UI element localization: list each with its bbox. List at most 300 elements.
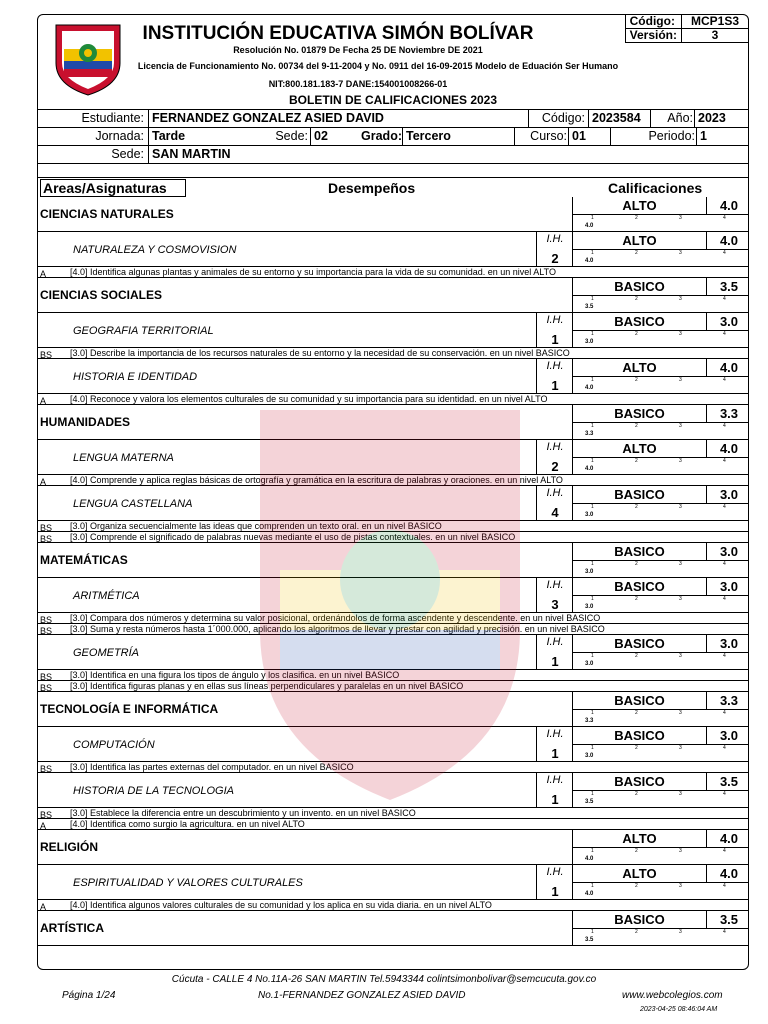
site-value: 02 xyxy=(310,128,354,145)
period-label: Periodo: xyxy=(610,128,695,145)
subject-row xyxy=(38,232,748,267)
period-scores xyxy=(573,422,749,437)
ih-label: I.H. xyxy=(546,774,564,786)
level-code: A xyxy=(40,477,47,487)
footer-page: Página 1/24 xyxy=(62,990,116,1001)
ih-value: 1 xyxy=(551,792,559,807)
period-tick: 2 xyxy=(635,423,638,429)
period-scores xyxy=(573,249,749,264)
period-tick: 2 xyxy=(635,561,638,567)
report-header xyxy=(38,15,748,107)
grade-cell xyxy=(572,232,749,266)
period-scores xyxy=(573,790,749,805)
performance-descriptor xyxy=(38,670,748,681)
performance-descriptor xyxy=(38,267,748,278)
subject-name: COMPUTACIÓN xyxy=(73,739,155,751)
period-tick: 3 xyxy=(679,745,682,751)
grade-cell xyxy=(572,578,749,612)
period-tick: 4 xyxy=(723,331,726,337)
ih-value: 4 xyxy=(551,505,559,520)
area-row xyxy=(38,197,748,232)
area-name: HUMANIDADES xyxy=(40,415,130,429)
performance-level: BASICO xyxy=(573,773,707,790)
campus-label: Sede: xyxy=(111,147,144,161)
period-tick: 4 xyxy=(723,791,726,797)
intensity-cell xyxy=(536,865,573,899)
student-code: 2023584 xyxy=(588,110,652,127)
descriptor-text: [3.0] Identifica en una figura los tipos de ángulo y los clasifica. en un nivel BASICO xyxy=(70,670,400,680)
performance-header: Desempeños xyxy=(328,180,416,196)
period-tick: 2 xyxy=(635,215,638,221)
period-tick: 4 xyxy=(723,250,726,256)
descriptor-text: [3.0] Identifica las partes externas del computador. en un nivel BASICO xyxy=(70,762,354,772)
subject-name: GEOMETRÍA xyxy=(73,647,140,659)
subject-name: GEOGRAFIA TERRITORIAL xyxy=(73,325,214,337)
grades-table xyxy=(38,179,748,946)
period-tick: 1 xyxy=(591,653,594,659)
descriptor-text: [3.0] Organiza secuencialmente las ideas que comprenden un texto oral. en un nivel BASICO xyxy=(70,521,442,531)
institution-name: INSTITUCIÓN EDUCATIVA SIMÓN BOLÍVAR xyxy=(142,23,534,44)
final-score: 3.0 xyxy=(719,314,739,329)
area-row xyxy=(38,543,748,578)
level-code: BS xyxy=(40,810,53,820)
period-tick: 4 xyxy=(723,215,726,221)
subject-name: LENGUA CASTELLANA xyxy=(73,498,193,510)
ih-value: 3 xyxy=(551,597,559,612)
period-tick: 3 xyxy=(679,883,682,889)
performance-descriptor xyxy=(38,394,748,405)
grade-cell xyxy=(572,911,749,945)
ih-label: I.H. xyxy=(546,360,564,372)
intensity-cell xyxy=(536,635,573,669)
period-1-score: 3.3 xyxy=(585,431,594,437)
period-1-score: 4.0 xyxy=(585,223,594,229)
report-card xyxy=(37,14,749,970)
code-value: MCP1S3 xyxy=(682,15,749,29)
area-row xyxy=(38,830,748,865)
period-1-score: 3.5 xyxy=(585,799,594,805)
period-value: 1 xyxy=(696,128,748,145)
period-tick: 3 xyxy=(679,561,682,567)
final-score: 3.0 xyxy=(719,487,739,502)
period-tick: 1 xyxy=(591,250,594,256)
ih-label: I.H. xyxy=(546,728,564,740)
performance-descriptor xyxy=(38,762,748,773)
performance-level: ALTO xyxy=(573,440,707,457)
period-tick: 2 xyxy=(635,250,638,256)
period-tick: 4 xyxy=(723,377,726,383)
period-tick: 1 xyxy=(591,929,594,935)
period-scores xyxy=(573,928,749,943)
period-scores xyxy=(573,214,749,229)
performance-descriptor xyxy=(38,681,748,692)
descriptor-text: [4.0] Comprende y aplica reglas básicas de ortografía y gramática en la escritura de palabras y oraciones. en un nivel ALTO xyxy=(70,475,563,485)
period-tick: 4 xyxy=(723,710,726,716)
intensity-cell xyxy=(536,313,573,347)
final-score: 3.0 xyxy=(719,579,739,594)
period-tick: 2 xyxy=(635,745,638,751)
intensity-cell xyxy=(536,232,573,266)
period-1-score: 4.0 xyxy=(585,856,594,862)
course-label: Curso: xyxy=(514,128,567,145)
final-score: 4.0 xyxy=(719,441,739,456)
period-tick: 1 xyxy=(591,745,594,751)
grade-cell xyxy=(572,727,749,761)
subject-name: ARITMÉTICA xyxy=(73,590,140,602)
grade-cell xyxy=(572,359,749,393)
course-value: 01 xyxy=(568,128,612,145)
year-label: Año: xyxy=(650,110,693,127)
site-label: Sede: xyxy=(275,129,308,143)
period-tick: 3 xyxy=(679,215,682,221)
level-code: BS xyxy=(40,672,53,682)
period-tick: 1 xyxy=(591,710,594,716)
area-name: CIENCIAS NATURALES xyxy=(40,207,174,221)
period-tick: 4 xyxy=(723,848,726,854)
period-scores xyxy=(573,709,749,724)
performance-level: BASICO xyxy=(573,911,707,928)
ih-label: I.H. xyxy=(546,314,564,326)
period-tick: 3 xyxy=(679,848,682,854)
descriptor-text: [4.0] Reconoce y valora los elementos culturales de su comunidad y su importancia para su identidad. en un nivel ALTO xyxy=(70,394,548,404)
final-score: 4.0 xyxy=(719,198,739,213)
subject-row xyxy=(38,865,748,900)
period-tick: 4 xyxy=(723,883,726,889)
period-1-score: 4.0 xyxy=(585,891,594,897)
period-scores xyxy=(573,503,749,518)
period-tick: 4 xyxy=(723,596,726,602)
intensity-cell xyxy=(536,727,573,761)
period-tick: 4 xyxy=(723,504,726,510)
subject-name: ESPIRITUALIDAD Y VALORES CULTURALES xyxy=(73,877,303,889)
final-score: 3.0 xyxy=(719,636,739,651)
area-name: MATEMÁTICAS xyxy=(40,553,128,567)
subject-name: HISTORIA E IDENTIDAD xyxy=(73,371,198,383)
grade-cell xyxy=(572,405,749,439)
table-header xyxy=(38,179,748,197)
period-scores xyxy=(573,457,749,472)
final-score: 4.0 xyxy=(719,831,739,846)
final-score: 3.3 xyxy=(719,406,739,421)
ih-value: 1 xyxy=(551,884,559,899)
period-tick: 4 xyxy=(723,423,726,429)
final-score: 3.0 xyxy=(719,728,739,743)
level-code: A xyxy=(40,821,47,831)
performance-level: ALTO xyxy=(573,359,707,376)
ih-label: I.H. xyxy=(546,233,564,245)
period-tick: 3 xyxy=(679,458,682,464)
period-1-score: 3.5 xyxy=(585,304,594,310)
grade-cell xyxy=(572,692,749,726)
period-1-score: 3.0 xyxy=(585,339,594,345)
period-tick: 3 xyxy=(679,423,682,429)
year-value: 2023 xyxy=(694,110,748,127)
subject-row xyxy=(38,635,748,670)
period-tick: 3 xyxy=(679,377,682,383)
period-tick: 2 xyxy=(635,504,638,510)
campus-value: SAN MARTIN xyxy=(148,146,352,163)
footer-website[interactable]: www.webcolegios.com xyxy=(622,990,723,1001)
shift-label: Jornada: xyxy=(95,129,144,143)
period-1-score: 3.5 xyxy=(585,937,594,943)
ih-value: 1 xyxy=(551,378,559,393)
level-code: BS xyxy=(40,523,53,533)
ih-label: I.H. xyxy=(546,636,564,648)
period-scores xyxy=(573,744,749,759)
subject-row xyxy=(38,578,748,613)
period-tick: 3 xyxy=(679,929,682,935)
final-score: 4.0 xyxy=(719,360,739,375)
ih-label: I.H. xyxy=(546,579,564,591)
grade-cell xyxy=(572,440,749,474)
period-tick: 3 xyxy=(679,331,682,337)
level-code: A xyxy=(40,269,47,279)
version-label: Versión: xyxy=(625,29,681,43)
period-tick: 3 xyxy=(679,653,682,659)
subject-name: HISTORIA DE LA TECNOLOGIA xyxy=(73,785,234,797)
student-name: FERNANDEZ GONZALEZ ASIED DAVID xyxy=(148,110,542,127)
intensity-cell xyxy=(536,359,573,393)
performance-level: ALTO xyxy=(573,830,707,847)
final-score: 3.5 xyxy=(719,279,739,294)
period-tick: 4 xyxy=(723,929,726,935)
level-code: A xyxy=(40,396,47,406)
ih-value: 2 xyxy=(551,459,559,474)
period-tick: 2 xyxy=(635,331,638,337)
period-tick: 4 xyxy=(723,561,726,567)
period-tick: 1 xyxy=(591,377,594,383)
period-1-score: 3.0 xyxy=(585,661,594,667)
period-tick: 3 xyxy=(679,710,682,716)
period-tick: 2 xyxy=(635,596,638,602)
grade-cell xyxy=(572,830,749,864)
period-tick: 3 xyxy=(679,791,682,797)
performance-level: BASICO xyxy=(573,692,707,709)
ih-value: 1 xyxy=(551,654,559,669)
ih-value: 1 xyxy=(551,332,559,347)
final-score: 3.0 xyxy=(719,544,739,559)
footer-timestamp: 2023-04-25 08:46:04 AM xyxy=(640,1006,718,1013)
subject-row xyxy=(38,359,748,394)
area-row xyxy=(38,911,748,946)
final-score: 4.0 xyxy=(719,866,739,881)
ih-label: I.H. xyxy=(546,487,564,499)
area-name: ARTÍSTICA xyxy=(40,921,104,935)
nit-text: NIT:800.181.183-7 DANE:154001008266-01 xyxy=(268,79,448,89)
period-tick: 2 xyxy=(635,458,638,464)
descriptor-text: [3.0] Compara dos números y determina su valor posicional, ordenándolos de forma ascendente y descendente. en un nivel BASICO xyxy=(70,613,601,623)
shift-value: Tarde xyxy=(148,128,257,145)
intensity-cell xyxy=(536,578,573,612)
period-tick: 2 xyxy=(635,883,638,889)
intensity-cell xyxy=(536,440,573,474)
period-scores xyxy=(573,376,749,391)
footer-student: No.1-FERNANDEZ GONZALEZ ASIED DAVID xyxy=(258,990,466,1001)
period-tick: 2 xyxy=(635,710,638,716)
period-tick: 2 xyxy=(635,848,638,854)
performance-level: BASICO xyxy=(573,727,707,744)
performance-descriptor xyxy=(38,613,748,624)
period-scores xyxy=(573,882,749,897)
footer-address: Cúcuta - CALLE 4 No.11A-26 SAN MARTIN Tel.5943344 colintsimonbolivar@semcucuta.gov.co xyxy=(171,974,597,985)
period-tick: 3 xyxy=(679,296,682,302)
final-score: 4.0 xyxy=(719,233,739,248)
performance-level: BASICO xyxy=(573,578,707,595)
performance-descriptor xyxy=(38,532,748,543)
period-scores xyxy=(573,847,749,862)
grade-cell xyxy=(572,773,749,807)
period-tick: 1 xyxy=(591,458,594,464)
performance-level: BASICO xyxy=(573,486,707,503)
final-score: 3.3 xyxy=(719,693,739,708)
grade-cell xyxy=(572,278,749,312)
performance-descriptor xyxy=(38,900,748,911)
performance-descriptor xyxy=(38,348,748,359)
version-value: 3 xyxy=(682,29,749,43)
area-row xyxy=(38,405,748,440)
code-label: Código: xyxy=(528,110,585,127)
area-name: RELIGIÓN xyxy=(40,840,99,854)
grade-cell xyxy=(572,543,749,577)
subject-row xyxy=(38,486,748,521)
grade-cell xyxy=(572,865,749,899)
code-label: Código: xyxy=(625,15,681,29)
student-label: Estudiante: xyxy=(81,111,144,125)
period-tick: 4 xyxy=(723,653,726,659)
period-tick: 2 xyxy=(635,653,638,659)
performance-level: BASICO xyxy=(573,278,707,295)
level-code: BS xyxy=(40,534,53,544)
performance-descriptor xyxy=(38,475,748,486)
performance-descriptor xyxy=(38,819,748,830)
period-tick: 2 xyxy=(635,296,638,302)
period-tick: 1 xyxy=(591,423,594,429)
subject-name: LENGUA MATERNA xyxy=(73,452,174,464)
grade-label: Grado: xyxy=(361,129,402,143)
period-1-score: 3.3 xyxy=(585,718,594,724)
grade-cell xyxy=(572,197,749,231)
performance-descriptor xyxy=(38,808,748,819)
performance-level: ALTO xyxy=(573,197,707,214)
performance-level: BASICO xyxy=(573,313,707,330)
resolution-text: Resolución No. 01879 De Fecha 25 DE Noviembre DE 2021 xyxy=(233,45,483,55)
descriptor-text: [4.0] Identifica algunos valores culturales de su comunidad y los aplica en su vida diaria. en un nivel ALTO xyxy=(70,900,492,910)
period-tick: 2 xyxy=(635,791,638,797)
final-score: 3.5 xyxy=(719,912,739,927)
student-info xyxy=(38,109,748,178)
period-tick: 1 xyxy=(591,561,594,567)
descriptor-text: [3.0] Establece la diferencia entre un descubrimiento y un invento. en un nivel BASICO xyxy=(70,808,416,818)
performance-level: ALTO xyxy=(573,865,707,882)
descriptor-text: [3.0] Describe la importancia de los recursos naturales de su entorno y la necesidad de su conservación. en un nivel BASICO xyxy=(70,348,570,358)
period-scores xyxy=(573,295,749,310)
ih-label: I.H. xyxy=(546,441,564,453)
period-1-score: 4.0 xyxy=(585,258,594,264)
period-1-score: 3.0 xyxy=(585,569,594,575)
period-tick: 1 xyxy=(591,883,594,889)
level-code: A xyxy=(40,902,47,912)
performance-descriptor xyxy=(38,624,748,635)
period-1-score: 3.0 xyxy=(585,512,594,518)
level-code: BS xyxy=(40,764,53,774)
descriptor-text: [4.0] Identifica como surgio la agricultura. en un nivel ALTO xyxy=(70,819,305,829)
intensity-cell xyxy=(536,773,573,807)
descriptor-text: [3.0] Identifica figuras planas y en ellas sus líneas perpendiculares y paralelas en un nivel BASICO xyxy=(70,681,464,691)
level-code: BS xyxy=(40,683,53,693)
period-tick: 2 xyxy=(635,377,638,383)
period-tick: 4 xyxy=(723,745,726,751)
period-tick: 3 xyxy=(679,596,682,602)
descriptor-text: [3.0] Suma y resta números hasta 1´000.000, aplicando los algoritmos de llevar y prestar con agilidad y precisión. en un nivel BASICO xyxy=(70,624,605,634)
period-tick: 1 xyxy=(591,215,594,221)
performance-level: ALTO xyxy=(573,232,707,249)
period-tick: 3 xyxy=(679,504,682,510)
area-row xyxy=(38,692,748,727)
period-tick: 1 xyxy=(591,791,594,797)
period-1-score: 4.0 xyxy=(585,466,594,472)
level-code: BS xyxy=(40,626,53,636)
period-tick: 1 xyxy=(591,296,594,302)
subject-row xyxy=(38,313,748,348)
period-tick: 1 xyxy=(591,848,594,854)
period-tick: 1 xyxy=(591,596,594,602)
document-code-box xyxy=(625,14,749,43)
subject-name: NATURALEZA Y COSMOVISION xyxy=(73,244,237,256)
grade-cell xyxy=(572,635,749,669)
period-tick: 4 xyxy=(723,296,726,302)
intensity-cell xyxy=(536,486,573,520)
period-tick: 4 xyxy=(723,458,726,464)
period-scores xyxy=(573,330,749,345)
period-tick: 3 xyxy=(679,250,682,256)
descriptor-text: [3.0] Comprende el significado de palabras nuevas mediante el uso de pistas contextuales. en un nivel BASICO xyxy=(70,532,516,542)
period-scores xyxy=(573,560,749,575)
ih-label: I.H. xyxy=(546,866,564,878)
area-row xyxy=(38,278,748,313)
license-text: Licencia de Funcionamiento No. 00734 del 9-11-2004 y No. 0911 del 16-09-2015 Modelo de Eduación Ser Humano xyxy=(137,61,619,71)
period-scores xyxy=(573,652,749,667)
grade-cell xyxy=(572,313,749,347)
subject-row xyxy=(38,773,748,808)
area-name: TECNOLOGÍA E INFORMÁTICA xyxy=(40,702,219,716)
period-1-score: 4.0 xyxy=(585,385,594,391)
areas-header: Areas/Asignaturas xyxy=(40,179,186,197)
descriptor-text: [4.0] Identifica algunas plantas y animales de su entorno y su importancia para la vida de su comunidad. en un nivel ALTO xyxy=(70,267,556,277)
performance-level: BASICO xyxy=(573,635,707,652)
final-score: 3.5 xyxy=(719,774,739,789)
grade-value: Tercero xyxy=(402,128,516,145)
bulletin-title: BOLETIN DE CALIFICACIONES 2023 xyxy=(288,93,498,107)
period-scores xyxy=(573,595,749,610)
subject-row xyxy=(38,727,748,762)
period-tick: 2 xyxy=(635,929,638,935)
level-code: BS xyxy=(40,350,53,360)
grade-rows xyxy=(38,197,748,946)
ih-value: 1 xyxy=(551,746,559,761)
grade-cell xyxy=(572,486,749,520)
period-1-score: 3.0 xyxy=(585,753,594,759)
area-name: CIENCIAS SOCIALES xyxy=(40,288,163,302)
period-1-score: 3.0 xyxy=(585,604,594,610)
performance-level: BASICO xyxy=(573,405,707,422)
performance-level: BASICO xyxy=(573,543,707,560)
period-tick: 1 xyxy=(591,504,594,510)
performance-descriptor xyxy=(38,521,748,532)
period-tick: 1 xyxy=(591,331,594,337)
grades-header: Calificaciones xyxy=(608,180,703,196)
level-code: BS xyxy=(40,615,53,625)
subject-row xyxy=(38,440,748,475)
